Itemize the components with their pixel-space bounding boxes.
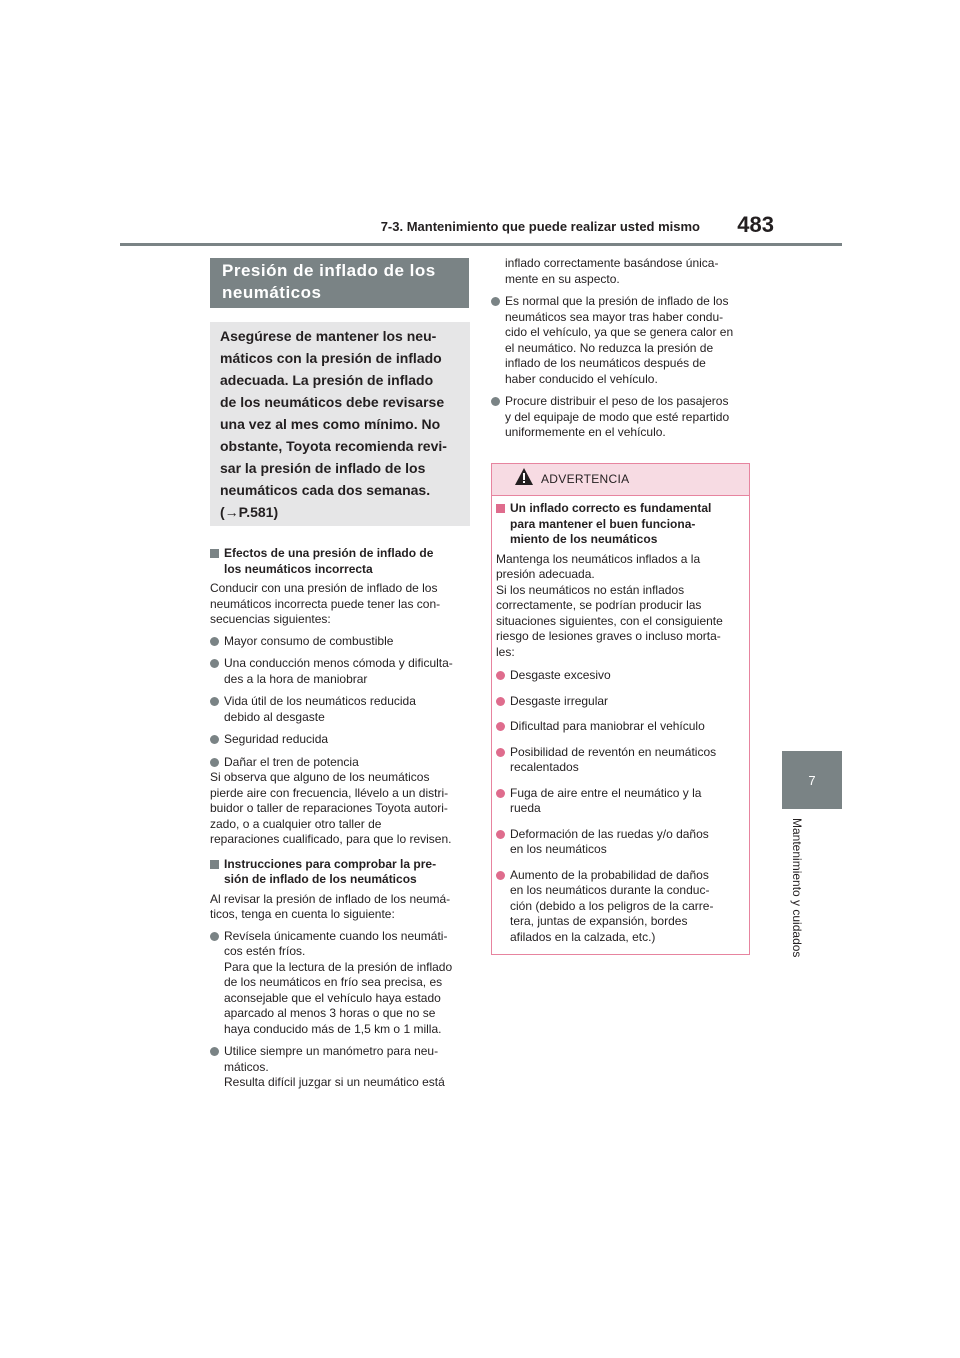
text-line: correctamente, se podrían producir las bbox=[496, 598, 702, 612]
text-line: Para que la lectura de la presión de inflado bbox=[224, 959, 453, 974]
list-item bbox=[496, 786, 744, 817]
text-line: uniformemente en el vehículo. bbox=[505, 425, 666, 439]
warning-box bbox=[491, 463, 750, 955]
warning-subheading bbox=[496, 501, 744, 548]
intro-line: una vez al mes como mínimo. No bbox=[220, 416, 441, 432]
square-bullet-icon bbox=[496, 504, 505, 513]
paragraph bbox=[210, 581, 470, 628]
text-line: tera, juntas de expansión, bordes bbox=[510, 914, 688, 928]
chapter-number: 7 bbox=[808, 772, 816, 788]
text-line: Si observa que alguno de los neumáticos bbox=[210, 770, 430, 784]
text-line: secuencias siguientes: bbox=[210, 612, 331, 626]
intro-line: sar la presión de inflado de los bbox=[220, 460, 426, 476]
page-number: 483 bbox=[737, 212, 774, 237]
intro-line: neumáticos cada dos semanas. bbox=[220, 482, 431, 498]
text-line: Si los neumáticos no están inflados bbox=[496, 582, 685, 597]
text-line: situaciones siguientes, con el consiguiente bbox=[496, 613, 723, 628]
text-line: Mantenga los neumáticos inflados a la bbox=[496, 551, 701, 566]
text-line: ticos, tenga en cuenta lo siguiente: bbox=[210, 907, 395, 921]
list-item bbox=[496, 868, 744, 946]
text-line: Dañar el tren de potencia bbox=[224, 754, 359, 769]
list-item bbox=[496, 668, 744, 684]
text-line: inflado de los neumáticos después de bbox=[505, 356, 706, 370]
circle-bullet-icon bbox=[210, 932, 219, 941]
continued-text bbox=[505, 256, 751, 287]
circle-bullet-icon bbox=[210, 1047, 219, 1056]
circle-bullet-icon bbox=[496, 830, 505, 839]
chapter-label: Mantenimiento y cuidados bbox=[790, 818, 804, 958]
subheading-line: sión de inflado de los neumáticos bbox=[224, 872, 417, 886]
chapter-tab bbox=[782, 751, 842, 809]
square-bullet-icon bbox=[210, 860, 219, 869]
subheading-line: para mantener el buen funciona- bbox=[510, 516, 696, 531]
circle-bullet-icon bbox=[496, 789, 505, 798]
warning-body bbox=[492, 496, 749, 945]
text-line: Una conducción menos cómoda y dificulta- bbox=[224, 656, 453, 670]
list-item bbox=[210, 634, 470, 650]
text-line: en los neumáticos durante la conduc- bbox=[510, 883, 710, 897]
circle-bullet-icon bbox=[496, 722, 505, 731]
list-item bbox=[496, 694, 744, 710]
text-line: Dificultad para maniobrar el vehículo bbox=[510, 719, 705, 733]
intro-line: obstante, Toyota recomienda revi- bbox=[220, 438, 447, 454]
warning-triangle-icon bbox=[515, 468, 533, 490]
text-line: buidor o taller de reparaciones Toyota autori- bbox=[210, 801, 448, 815]
text-line: reparaciones cualificado, para que lo revisen. bbox=[210, 832, 452, 846]
list-item bbox=[496, 719, 744, 735]
text-line: el neumático. No reduzca la presión de bbox=[505, 340, 714, 355]
text-line: presión adecuada. bbox=[496, 567, 595, 581]
text-line: aconsejable que el vehículo haya estado bbox=[224, 990, 441, 1005]
text-line: Desgaste irregular bbox=[510, 693, 609, 708]
section-title-box bbox=[210, 258, 469, 308]
text-line: debido al desgaste bbox=[224, 709, 325, 724]
intro-line: de los neumáticos debe revisarse bbox=[220, 394, 445, 410]
text-line: rueda bbox=[510, 801, 541, 815]
list-item bbox=[496, 745, 744, 776]
subheading-line: los neumáticos incorrecta bbox=[224, 561, 373, 576]
text-line: recalentados bbox=[510, 760, 579, 774]
section-title-line: Presión de inflado de los bbox=[222, 261, 436, 280]
text-line: neumáticos sea mayor tras haber condu- bbox=[505, 309, 724, 324]
circle-bullet-icon bbox=[210, 659, 219, 668]
text-line: haya conducido más de 1,5 km o 1 milla. bbox=[224, 1021, 442, 1036]
text-line: Resulta difícil juzgar si un neumático está bbox=[224, 1075, 445, 1089]
circle-bullet-icon bbox=[210, 758, 219, 767]
text-line: mente en su aspecto. bbox=[505, 271, 620, 286]
text-line: zado, o a cualquier otro taller de bbox=[210, 816, 382, 831]
subheading-incorrect-pressure bbox=[210, 546, 470, 577]
text-line: en los neumáticos bbox=[510, 842, 607, 856]
list-item bbox=[491, 294, 751, 387]
text-line: Aumento de la probabilidad de daños bbox=[510, 867, 709, 882]
circle-bullet-icon bbox=[210, 697, 219, 706]
text-line: Procure distribuir el peso de los pasajeros bbox=[505, 394, 729, 408]
paragraph bbox=[210, 770, 470, 848]
list-item bbox=[210, 1044, 470, 1091]
page-header-title: 7-3. Mantenimiento que puede realizar usted mismo bbox=[380, 219, 700, 234]
circle-bullet-icon bbox=[210, 637, 219, 646]
text-line: Vida útil de los neumáticos reducida bbox=[224, 694, 416, 708]
subheading-line: Un inflado correcto es fundamental bbox=[510, 501, 712, 515]
list-item bbox=[210, 694, 470, 725]
circle-bullet-icon bbox=[496, 697, 505, 706]
text-line: inflado correctamente basándose única- bbox=[505, 256, 719, 270]
text-line: Desgaste excesivo bbox=[510, 668, 611, 682]
square-bullet-icon bbox=[210, 549, 219, 558]
text-line: ción (debido a los peligros de la carre- bbox=[510, 898, 714, 913]
text-line: pierde aire con frecuencia, llévelo a un distri- bbox=[210, 785, 449, 800]
text-line: haber conducido el vehículo. bbox=[505, 371, 658, 386]
text-line: des a la hora de maniobrar bbox=[224, 671, 368, 686]
warning-header bbox=[492, 464, 749, 496]
text-line: Revísela únicamente cuando los neumáti- bbox=[224, 928, 448, 943]
text-line: cido el vehículo, ya que se genera calor en bbox=[505, 325, 734, 339]
list-item bbox=[210, 755, 470, 771]
warning-title: ADVERTENCIA bbox=[541, 472, 630, 486]
list-item bbox=[210, 656, 470, 687]
text-line: Posibilidad de reventón en neumáticos bbox=[510, 744, 717, 759]
text-line: Mayor consumo de combustible bbox=[224, 633, 394, 648]
subheading-check-instructions bbox=[210, 857, 470, 888]
circle-bullet-icon bbox=[491, 297, 500, 306]
text-line: Utilice siempre un manómetro para neu- bbox=[224, 1044, 439, 1058]
intro-line: Asegúrese de mantener los neu- bbox=[220, 328, 437, 344]
circle-bullet-icon bbox=[496, 671, 505, 680]
right-column bbox=[491, 256, 751, 448]
intro-line: adecuada. La presión de inflado bbox=[220, 372, 434, 388]
list-item bbox=[210, 929, 470, 1038]
text-line: y del equipaje de modo que esté repartido bbox=[505, 409, 730, 424]
text-line: Seguridad reducida bbox=[224, 732, 329, 746]
header-rule bbox=[120, 243, 842, 246]
left-column bbox=[210, 546, 470, 1098]
text-line: de los neumáticos en frío sea precisa, es bbox=[224, 975, 443, 989]
circle-bullet-icon bbox=[491, 397, 500, 406]
list-item bbox=[210, 732, 470, 748]
intro-box bbox=[210, 322, 470, 526]
paragraph bbox=[210, 892, 470, 923]
text-line: Fuga de aire entre el neumático y la bbox=[510, 785, 702, 800]
subheading-line: Instrucciones para comprobar la pre- bbox=[224, 856, 437, 871]
circle-bullet-icon bbox=[496, 748, 505, 757]
text-line: máticos. bbox=[224, 1059, 269, 1074]
text-line: Deformación de las ruedas y/o daños bbox=[510, 826, 709, 841]
intro-line: máticos con la presión de inflado bbox=[220, 350, 442, 366]
circle-bullet-icon bbox=[210, 735, 219, 744]
text-line: neumáticos incorrecta puede tener las con- bbox=[210, 596, 441, 611]
list-item bbox=[496, 827, 744, 858]
list-item bbox=[491, 394, 751, 441]
text-line: Al revisar la presión de inflado de los neumá- bbox=[210, 891, 451, 906]
text-line: aparcado al menos 3 horas o que no se bbox=[224, 1006, 436, 1020]
text-line: les: bbox=[496, 644, 515, 659]
subheading-line: Efectos de una presión de inflado de bbox=[224, 546, 434, 560]
circle-bullet-icon bbox=[496, 871, 505, 880]
section-title-line: neumáticos bbox=[222, 283, 322, 302]
text-line: afilados en la calzada, etc.) bbox=[510, 929, 656, 944]
text-line: riesgo de lesiones graves o incluso morta- bbox=[496, 629, 721, 643]
text-line: Conducir con una presión de inflado de los bbox=[210, 581, 438, 595]
paragraph bbox=[496, 552, 744, 661]
text-line: cos estén fríos. bbox=[224, 944, 306, 958]
text-line: Es normal que la presión de inflado de los bbox=[505, 294, 729, 308]
intro-line page-reference-link[interactable]: (→P.581) bbox=[220, 504, 279, 520]
subheading-line: miento de los neumáticos bbox=[510, 532, 658, 546]
